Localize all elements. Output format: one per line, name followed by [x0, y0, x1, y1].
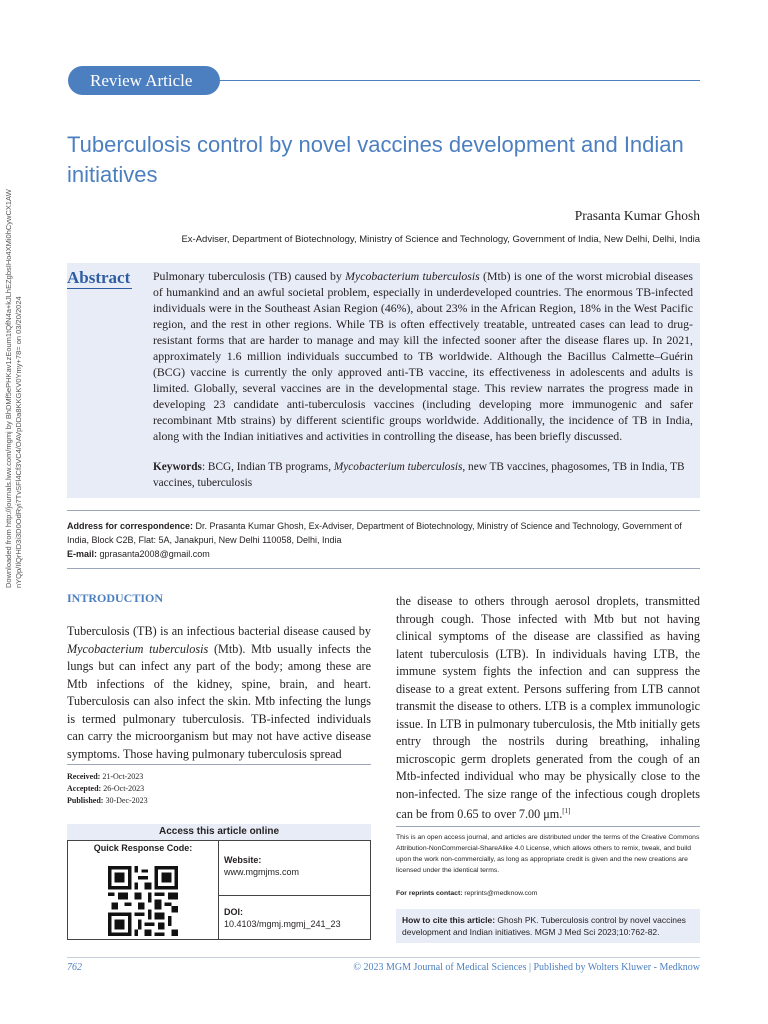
keywords-part: , new TB vaccines, phagosomes, TB in India, TB vaccines, tuberculosis [153, 461, 685, 489]
qr-code-icon[interactable] [108, 866, 178, 936]
correspondence [67, 519, 700, 561]
footer-rule [67, 957, 700, 958]
email-label: E-mail: [67, 549, 98, 559]
qr-label: Quick Response Code: [93, 843, 193, 853]
header-rule [150, 80, 700, 81]
received-label: Received: [67, 772, 101, 781]
website-link[interactable]: www.mgmjms.com [224, 867, 300, 877]
abstract-text [153, 268, 693, 444]
citation-ref[interactable]: [1] [562, 807, 571, 815]
correspondence-label: Address for correspondence: [67, 521, 194, 531]
intro-species-name: Mycobacterium tuberculosis [67, 641, 209, 656]
reprints-label: For reprints contact: [396, 890, 463, 897]
section-heading-introduction: INTRODUCTION [67, 591, 164, 605]
published-date: 30-Dec-2023 [103, 796, 148, 805]
accepted-date: 26-Oct-2023 [101, 784, 145, 793]
cite-label: How to cite this article: [402, 915, 496, 925]
doi-label: DOI: [224, 907, 243, 917]
license-rule [396, 826, 700, 827]
article-title: Tuberculosis control by novel vaccines development and Indian initiatives [67, 132, 684, 187]
keywords-part: : BCG, Indian TB programs, [201, 461, 334, 473]
intro-paragraph-2 [396, 593, 700, 824]
watermark-line-1: Downloaded from http://journals.lww.com/mgmj by BhDMf5ePHKav1zEoum1tQfN4a+kJLhEZgbsIHo4XMi0hCywCX1AW [4, 189, 13, 588]
watermark-line-2: nYQp/IlQrHD3i3D0OdRyi7TvSFl4Cf3VC4/OAVpDDa8KKGKV0Ymy+78= on 03/20/2024 [14, 296, 23, 588]
article-dates [67, 771, 148, 807]
download-watermark [4, 168, 44, 588]
reprints-email[interactable]: reprints@medknow.com [462, 890, 538, 897]
article-type-badge: Review Article [68, 66, 220, 95]
license-text: This is an open access journal, and articles are distributed under the terms of the Creative Commons Attribution-NonCommercial-ShareAlike 4.0 License, which allows others to remix, tweak, and build upon the work non-commercially, as long as appropriate credit is given and the new creations are licensed under the identical terms. [396, 834, 700, 874]
keywords [153, 459, 693, 491]
dates-rule [67, 764, 371, 765]
abstract-text-part: Pulmonary tuberculosis (TB) caused by [153, 269, 346, 283]
abstract-text-part: (Mtb) is one of the worst microbial diseases of humankind and an awful societal problem, especially in underdeveloped countries. The enormous TB-infected individuals were in the Southeast Asian Region (46%), about 23% in the African Region, 18% in the West Pacific region, and the rest in other regions. While TB is often effectively treatable, untreated cases can lead to drug-resistant forms that are harder to manage and may kill the infected sooner after the disease flares up. In 2021, approximately 1.6 million individuals succumbed to TB worldwide. Although the Bacillus Calmette–Guérin (BCG) vaccine is currently the only approved anti-TB vaccine, its effectiveness in adolescents and adults is limited. Globally, several vaccines are in the developmental stage. This review narrates the progress made in developing 23 candidate anti-tuberculosis vaccines (including developing more immunogenic and safer recombinant Mtb strains) by different scientific groups worldwide. Additionally, the incidence of TB in India, along with the Indian initiatives and activities in controlling the disease, has been briefly discussed. [153, 269, 693, 443]
abstract-heading-underline [67, 288, 132, 289]
abstract-species-name: Mycobacterium tuberculosis [345, 269, 480, 283]
intro-text-part: (Mtb). Mtb usually infects the lungs but can infect any part of the body; among these are Mtb infections of the kidney, spine, brain, and heart. Tuberculosis can also infect the skin. Mtb infecting the lungs is termed pulmonary tuberculosis. TB-infected individuals can carry the microorganism but may not have active disease symptoms. Those having pulmonary tuberculosis spread [67, 641, 371, 761]
author-name: Prasanta Kumar Ghosh [574, 208, 700, 223]
abstract-heading: Abstract [67, 268, 131, 287]
access-box-heading: Access this article online [67, 824, 371, 841]
keywords-species-name: Mycobacterium tuberculosis [333, 461, 463, 473]
access-divider [219, 895, 371, 896]
intro-paragraph-1 [67, 623, 371, 763]
keywords-label: Keywords [153, 461, 202, 473]
published-label: Published: [67, 796, 104, 805]
correspondence-text: Dr. Prasanta Kumar Ghosh, Ex-Adviser, Department of Biotechnology, Ministry of Science and Technology, Government of India, Block C2B, Flat: 5A, Janakpuri, New Delhi 110058, Delhi, India [67, 521, 682, 545]
correspondence-bottom-rule [67, 568, 700, 569]
footer-copyright: © 2023 MGM Journal of Medical Sciences | Published by Wolters Kluwer - Medknow [353, 962, 700, 973]
page-number: 762 [67, 962, 82, 973]
cite-text [402, 914, 694, 938]
intro-text-part: Tuberculosis (TB) is an infectious bacterial disease caused by [67, 624, 371, 638]
email-link[interactable]: gprasanta2008@gmail.com [97, 549, 210, 559]
author-affiliation: Ex-Adviser, Department of Biotechnology, Ministry of Science and Technology, Government of India, New Delhi, Delhi, India [181, 234, 700, 245]
doi-link[interactable]: 10.4103/mgmj.mgmj_241_23 [224, 919, 341, 929]
accepted-label: Accepted: [67, 784, 102, 793]
received-date: 21-Oct-2023 [100, 772, 144, 781]
intro-text-part: the disease to others through aerosol droplets, transmitted through cough. Those infected with Mtb but not having clinical symptoms of the disease are classified as having latent tuberculosis (LTB). In individuals having LTB, the immune system fights the infection and can suppress the disease to a great extent. Persons suffering from LTB cannot transmit the disease to others. LTB is a complex immunologic issue. In LTB in pulmonary tuberculosis, the Mtb initially gets entry through the nostrils during breathing, inhaling microscopic germ droplets generated from the cough of an Mtb-infected individual who may be physically close to the non-infected. The size range of the infectious cough droplets can be from 0.65 to over 7.00 μm. [396, 594, 700, 822]
reprints-contact [396, 890, 537, 897]
website-label: Website: [224, 855, 262, 865]
correspondence-top-rule [67, 510, 700, 511]
cite-reference: Ghosh PK. Tuberculosis control by novel vaccines development and Indian initiatives. MGM J Med Sci 2023;10:762-82. [402, 915, 686, 937]
